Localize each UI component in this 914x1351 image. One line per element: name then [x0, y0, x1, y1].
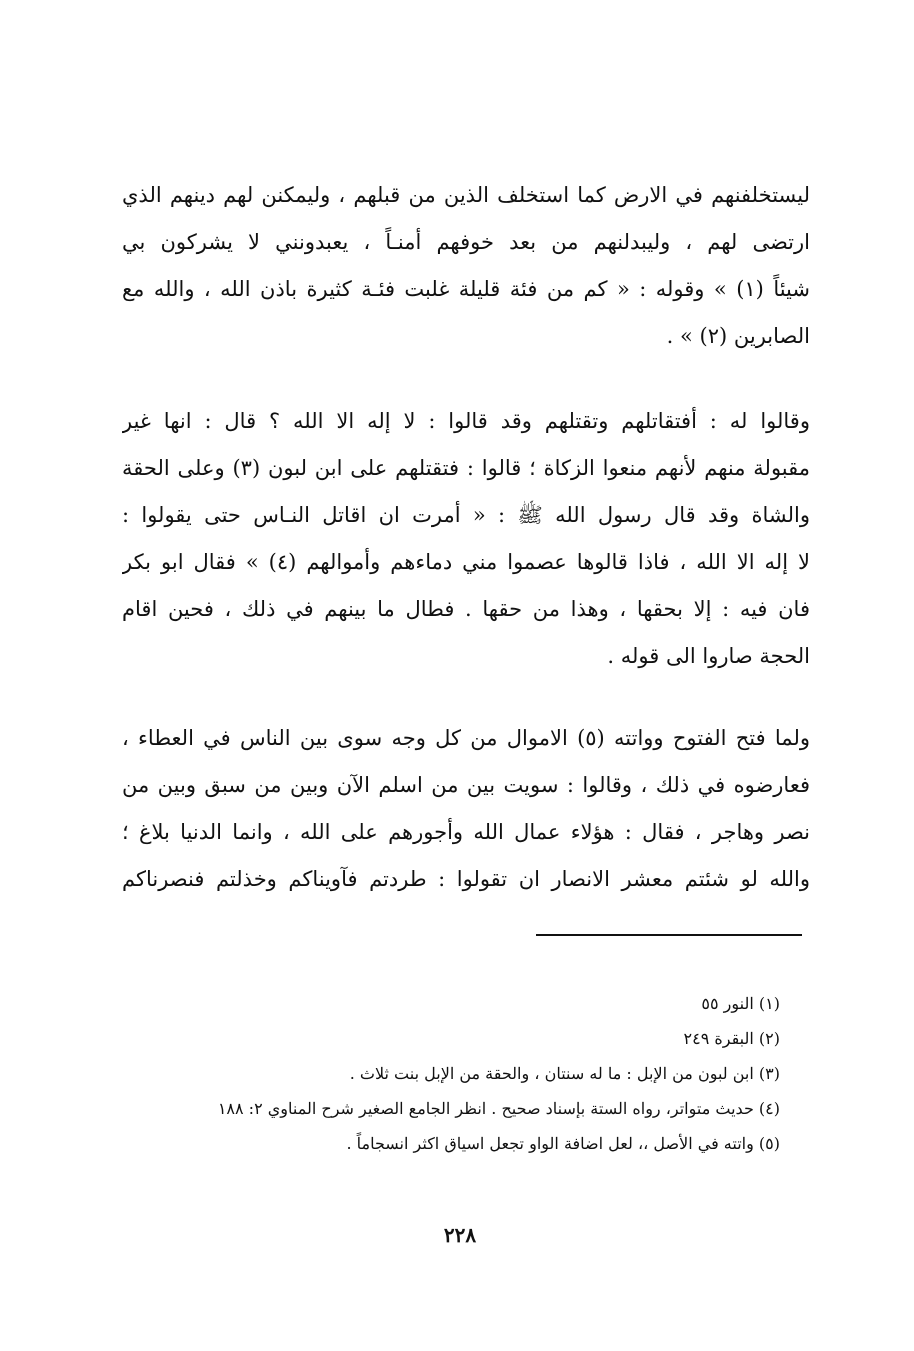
text-line: والله لو شئتم معشر الانصار ان تقولوا : طردتم فآويناكم وخذلتم فنصرناكم — [122, 867, 810, 891]
page-number: ٢٢٨ — [443, 1223, 477, 1247]
footnote-separator — [536, 934, 802, 936]
footnotes — [140, 986, 780, 1161]
text-line: لا إله الا الله ، فاذا قالوها عصموا مني دماءهم وأموالهم (٤) » فقال ابو بكر — [122, 550, 810, 574]
paragraph-2 — [122, 398, 810, 680]
paragraph-3 — [122, 715, 810, 903]
text-line: مقبولة منهم لأنهم منعوا الزكاة ؛ قالوا : فتقتلهم على ابن لبون (٣) وعلى الحقة — [122, 456, 810, 480]
footnote-2: (٢) البقرة ٢٤٩ — [683, 1029, 780, 1048]
text-line: ارتضى لهم ، وليبدلنهم من بعد خوفهم أمنـاً ، يعبدونني لا يشركون بي — [122, 230, 810, 254]
text-line: وقالوا له : أفتقاتلهم وتقتلهم وقد قالوا : لا إله الا الله ؟ قال : انها غير — [122, 409, 810, 433]
paragraph-1 — [122, 172, 810, 360]
text-line: والشاة وقد قال رسول الله ﷺ : « أمرت ان اقاتل النـاس حتى يقولوا : — [122, 503, 810, 527]
footnote-3: (٣) ابن لبون من الإبل : ما له سنتان ، والحقة من الإبل بنت ثلاث . — [349, 1064, 780, 1083]
footnote-1: (١) النور ٥٥ — [701, 994, 780, 1013]
text-line: نصر وهاجر ، فقال : هؤلاء عمال الله وأجورهم على الله ، وانما الدنيا بلاغ ؛ — [122, 820, 810, 844]
footnote-4: (٤) حديث متواتر، رواه الستة بإسناد صحيح . انظر الجامع الصغير شرح المناوي ٢: ١٨٨ — [217, 1099, 780, 1118]
text-line: فان فيه : إلا بحقها ، وهذا من حقها . فطال ما بينهم في ذلك ، فحين اقام — [122, 597, 810, 621]
text-line: الحجة صاروا الى قوله . — [607, 644, 810, 668]
text-line: الصابرين (٢) » . — [666, 324, 810, 348]
text-line: ليستخلفنهم في الارض كما استخلف الذين من قبلهم ، وليمكنن لهم دينهم الذي — [122, 183, 810, 207]
text-line: فعارضوه في ذلك ، وقالوا : سويت بين من اسلم الآن وبين من سبق وبين من — [122, 773, 810, 797]
text-line: شيئاً (١) » وقوله : « كم من فئة قليلة غلبت فئـة كثيرة باذن الله ، والله مع — [122, 277, 810, 301]
footnote-5: (٥) واتته في الأصل ،، لعل اضافة الواو تجعل اسياق اكثر انسجاماً . — [346, 1134, 780, 1153]
text-line: ولما فتح الفتوح وواتته (٥) الاموال من كل وجه سوى بين الناس في العطاء ، — [122, 726, 810, 750]
